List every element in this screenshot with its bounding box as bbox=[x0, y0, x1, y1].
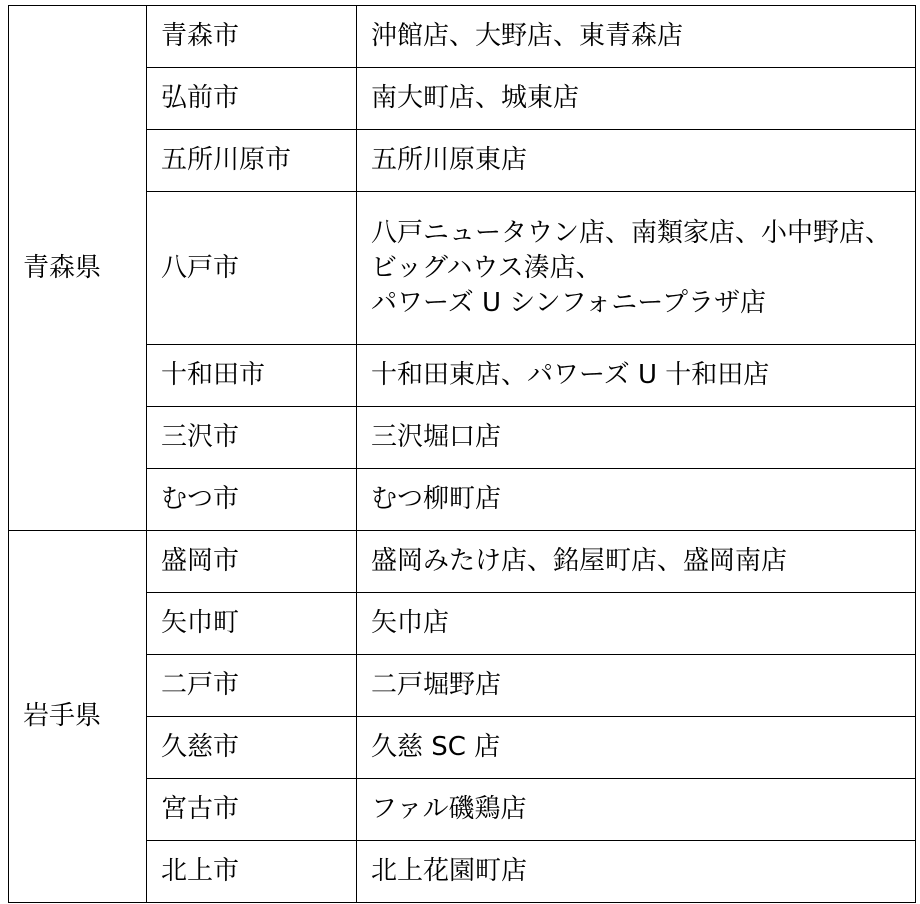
city-cell: 宮古市 bbox=[147, 779, 357, 841]
stores-cell bbox=[357, 130, 916, 192]
store-line: パワーズ U シンフォニープラザ店 bbox=[371, 287, 767, 318]
store-line: 盛岡みたけ店、銘屋町店、盛岡南店 bbox=[371, 546, 788, 576]
stores-cell bbox=[357, 655, 916, 717]
stores-cell bbox=[357, 779, 916, 841]
city-cell: 弘前市 bbox=[147, 68, 357, 130]
store-line: 三沢堀口店 bbox=[371, 422, 502, 452]
city-cell: 久慈市 bbox=[147, 717, 357, 779]
store-line: 二戸堀野店 bbox=[371, 670, 502, 700]
store-line: 南大町店、城東店 bbox=[371, 83, 580, 113]
prefecture-cell: 青森県 bbox=[9, 6, 147, 531]
city-cell: 十和田市 bbox=[147, 345, 357, 407]
stores-cell bbox=[357, 593, 916, 655]
stores-cell bbox=[357, 407, 916, 469]
city-cell: 五所川原市 bbox=[147, 130, 357, 192]
store-list-table bbox=[8, 5, 916, 903]
city-cell: 盛岡市 bbox=[147, 531, 357, 593]
store-line: 八戸ニュータウン店、南類家店、小中野店、 bbox=[371, 217, 892, 248]
city-cell: 八戸市 bbox=[147, 192, 357, 345]
city-cell: 青森市 bbox=[147, 6, 357, 68]
table-row bbox=[9, 531, 916, 593]
store-line: ファル磯鶏店 bbox=[371, 794, 527, 824]
stores-cell bbox=[357, 717, 916, 779]
store-line: 北上花園町店 bbox=[371, 856, 528, 886]
stores-cell bbox=[357, 345, 916, 407]
city-cell: むつ市 bbox=[147, 469, 357, 531]
city-cell: 北上市 bbox=[147, 841, 357, 903]
store-line: むつ柳町店 bbox=[371, 484, 502, 514]
store-line: 久慈 SC 店 bbox=[371, 732, 501, 762]
store-line: ビッグハウス湊店、 bbox=[371, 252, 602, 283]
stores-cell bbox=[357, 841, 916, 903]
store-line: 沖館店、大野店、東青森店 bbox=[371, 21, 684, 51]
stores-cell bbox=[357, 6, 916, 68]
stores-cell bbox=[357, 469, 916, 531]
stores-cell bbox=[357, 531, 916, 593]
city-cell: 二戸市 bbox=[147, 655, 357, 717]
store-line: 十和田東店、パワーズ U 十和田店 bbox=[371, 360, 770, 390]
stores-cell bbox=[357, 192, 916, 345]
prefecture-cell: 岩手県 bbox=[9, 531, 147, 903]
city-cell: 矢巾町 bbox=[147, 593, 357, 655]
store-line: 五所川原東店 bbox=[371, 145, 528, 175]
stores-cell bbox=[357, 68, 916, 130]
table-row bbox=[9, 6, 916, 68]
store-line: 矢巾店 bbox=[371, 608, 450, 638]
city-cell: 三沢市 bbox=[147, 407, 357, 469]
